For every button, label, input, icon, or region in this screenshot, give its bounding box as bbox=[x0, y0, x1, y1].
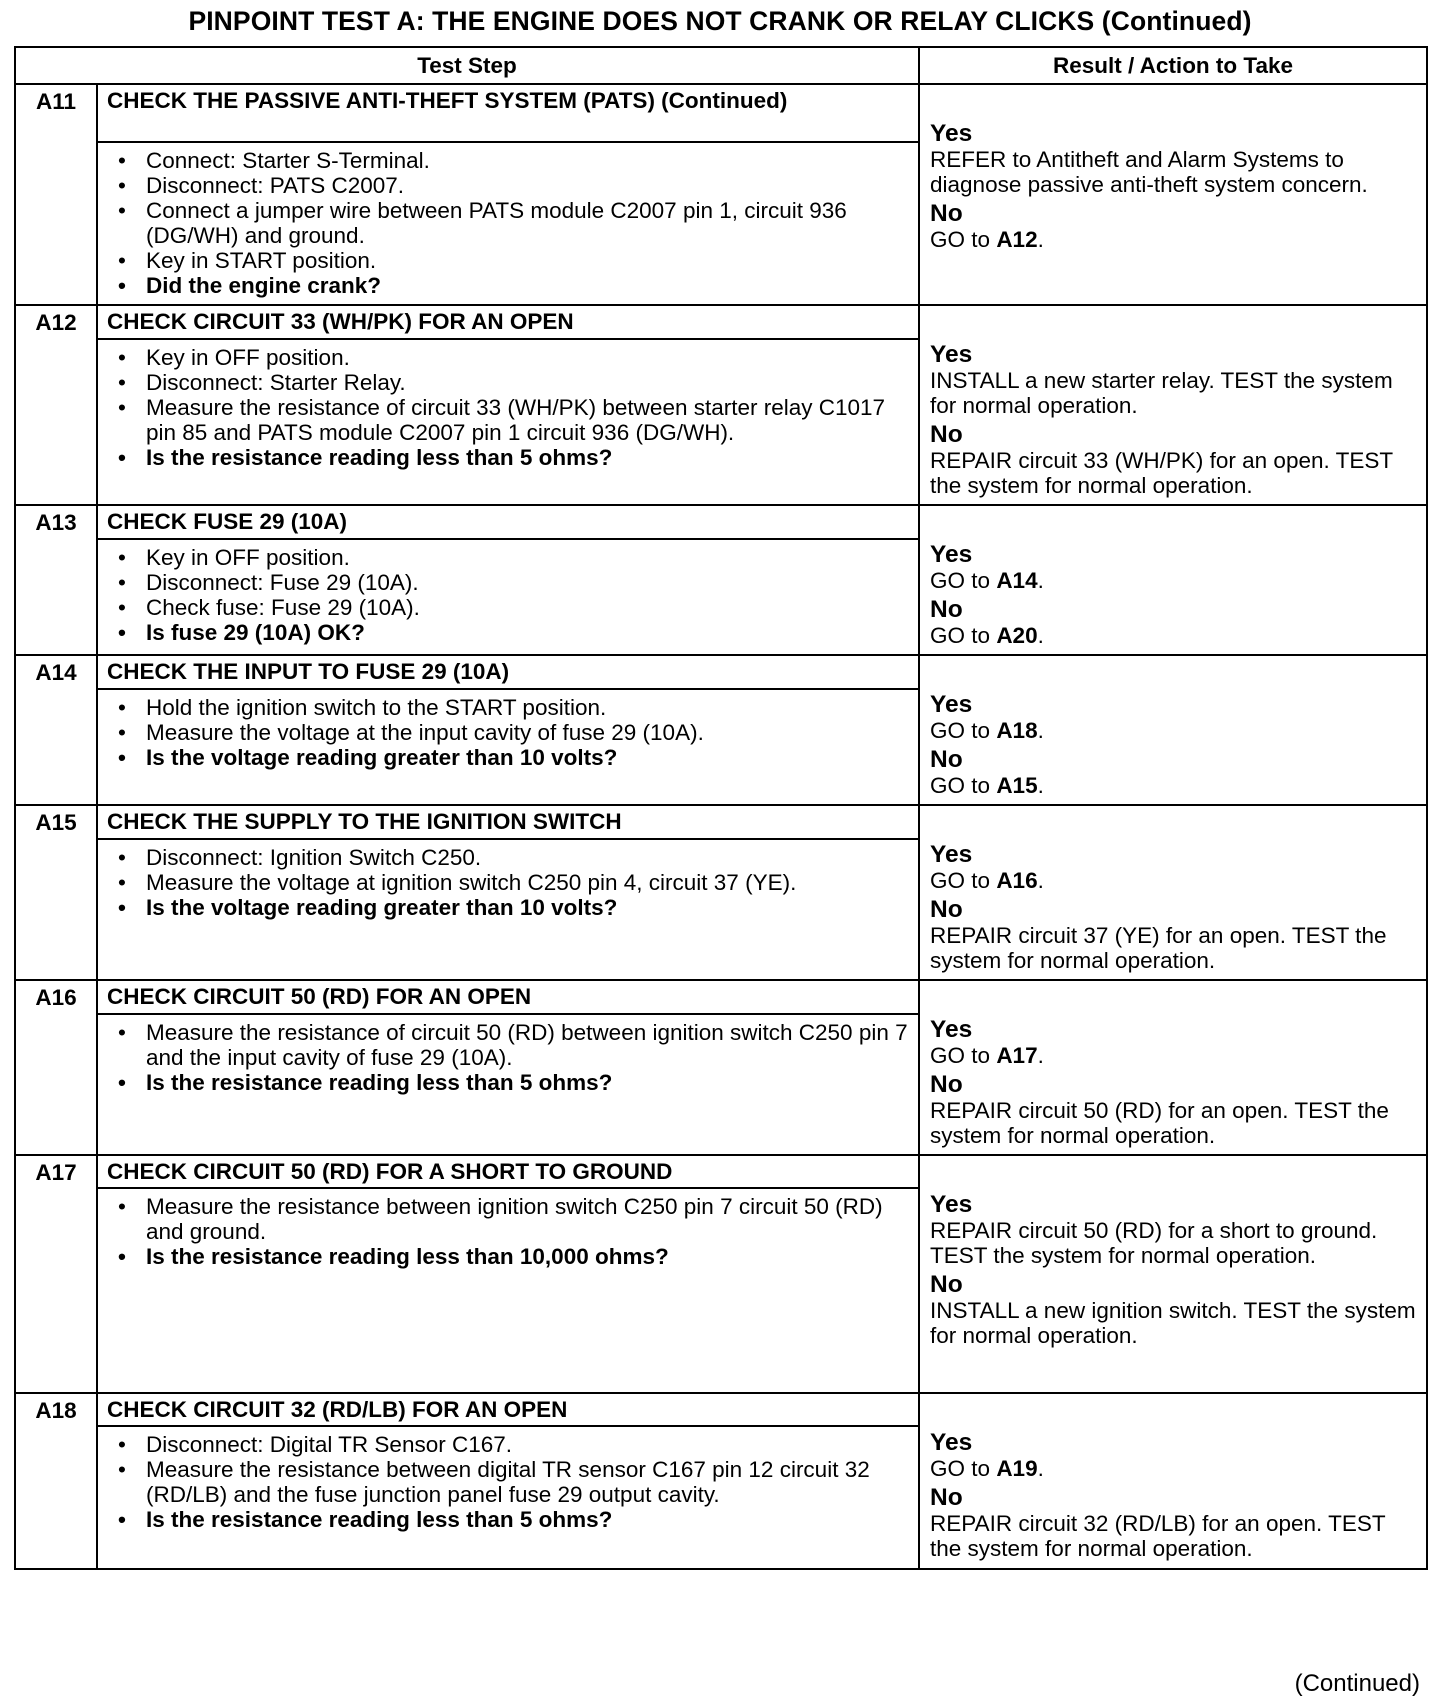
yes-action: GO to A17. bbox=[930, 1043, 1044, 1068]
no-action-text: GO to bbox=[930, 773, 991, 798]
step-question: • Is fuse 29 (10A) OK? bbox=[112, 620, 910, 645]
no-action-text: REPAIR circuit 37 (YE) for an open. TEST the system for normal operation. bbox=[930, 923, 1387, 973]
step-question: • Is the resistance reading less than 5 ohms? bbox=[112, 445, 910, 470]
instruction-list bbox=[112, 695, 910, 770]
yes-action bbox=[930, 368, 1422, 418]
step-instruction: • Measure the resistance between digital TR sensor C167 pin 12 circuit 32 (RD/LB) and the fuse junction panel fuse 29 output cavity. bbox=[112, 1457, 910, 1507]
step-heading: CHECK FUSE 29 (10A) bbox=[97, 505, 919, 539]
yes-action-text: REFER to Antitheft and Alarm Systems to diagnose passive anti-theft system concern. bbox=[930, 147, 1368, 197]
no-label: No bbox=[930, 1271, 963, 1298]
step-id: A15 bbox=[15, 805, 97, 980]
step-id: A13 bbox=[15, 505, 97, 655]
step-instruction: • Check fuse: Fuse 29 (10A). bbox=[112, 595, 910, 620]
step-heading-row bbox=[15, 1155, 1427, 1188]
table-header-row bbox=[15, 47, 1427, 84]
instruction-list bbox=[112, 1194, 910, 1269]
step-heading-row bbox=[15, 84, 1427, 142]
step-heading: CHECK CIRCUIT 33 (WH/PK) FOR AN OPEN bbox=[97, 305, 919, 339]
instruction-list bbox=[112, 545, 910, 645]
step-instructions bbox=[97, 1014, 919, 1155]
yes-label: Yes bbox=[930, 691, 973, 718]
step-instruction: • Key in OFF position. bbox=[112, 345, 910, 370]
instruction-list bbox=[112, 845, 910, 920]
step-heading-row bbox=[15, 655, 1427, 689]
yes-label: Yes bbox=[930, 120, 973, 147]
step-question: • Is the voltage reading greater than 10 volts? bbox=[112, 745, 910, 770]
yes-action bbox=[930, 147, 1422, 197]
yes-action-ref: A16 bbox=[996, 868, 1038, 893]
step-instructions bbox=[97, 539, 919, 655]
step-id: A17 bbox=[15, 1155, 97, 1393]
no-label: No bbox=[930, 1071, 963, 1098]
step-instruction: • Disconnect: PATS C2007. bbox=[112, 173, 910, 198]
no-action bbox=[930, 923, 1422, 973]
yes-label: Yes bbox=[930, 1429, 973, 1456]
step-heading-row bbox=[15, 980, 1427, 1014]
yes-label: Yes bbox=[930, 841, 973, 868]
page-title: PINPOINT TEST A: THE ENGINE DOES NOT CRANK OR RELAY CLICKS (Continued) bbox=[188, 6, 1252, 36]
yes-label: Yes bbox=[930, 1191, 973, 1218]
step-instruction: • Key in OFF position. bbox=[112, 545, 910, 570]
no-action bbox=[930, 1098, 1422, 1148]
no-action-ref: A20 bbox=[996, 623, 1038, 648]
step-instructions bbox=[97, 689, 919, 805]
yes-action-text: REPAIR circuit 50 (RD) for a short to ground. TEST the system for normal operation. bbox=[930, 1218, 1378, 1268]
no-action-text: REPAIR circuit 32 (RD/LB) for an open. TEST the system for normal operation. bbox=[930, 1511, 1386, 1561]
yes-action-text: INSTALL a new starter relay. TEST the system for normal operation. bbox=[930, 368, 1393, 418]
step-question: • Is the resistance reading less than 5 ohms? bbox=[112, 1070, 910, 1095]
no-action-text: REPAIR circuit 33 (WH/PK) for an open. TEST the system for normal operation. bbox=[930, 448, 1393, 498]
yes-label: Yes bbox=[930, 541, 973, 568]
no-action: GO to A20. bbox=[930, 623, 1044, 648]
yes-action: GO to A16. bbox=[930, 868, 1044, 893]
no-action bbox=[930, 448, 1422, 498]
no-action-ref: A12 bbox=[996, 227, 1038, 252]
yes-action-text: GO to bbox=[930, 1043, 991, 1068]
column-header-test-step: Test Step bbox=[15, 47, 919, 84]
no-action-text: GO to bbox=[930, 227, 991, 252]
yes-label: Yes bbox=[930, 341, 973, 368]
step-result bbox=[919, 980, 1427, 1155]
step-question: • Is the resistance reading less than 10,000 ohms? bbox=[112, 1244, 910, 1269]
no-action bbox=[930, 1511, 1422, 1561]
step-result bbox=[919, 1393, 1427, 1569]
step-heading: CHECK THE SUPPLY TO THE IGNITION SWITCH bbox=[97, 805, 919, 839]
no-action: GO to A15. bbox=[930, 773, 1044, 798]
step-instruction: • Disconnect: Digital TR Sensor C167. bbox=[112, 1432, 910, 1457]
no-action-text: REPAIR circuit 50 (RD) for an open. TEST the system for normal operation. bbox=[930, 1098, 1389, 1148]
no-label: No bbox=[930, 596, 963, 623]
yes-label: Yes bbox=[930, 1016, 973, 1043]
yes-action: GO to A18. bbox=[930, 718, 1044, 743]
step-heading-row bbox=[15, 1393, 1427, 1426]
step-question: • Did the engine crank? bbox=[112, 273, 910, 298]
step-question: • Is the voltage reading greater than 10 volts? bbox=[112, 895, 910, 920]
yes-action-ref: A18 bbox=[996, 718, 1038, 743]
no-label: No bbox=[930, 896, 963, 923]
yes-action: GO to A14. bbox=[930, 568, 1044, 593]
step-heading: CHECK THE PASSIVE ANTI-THEFT SYSTEM (PATS) (Continued) bbox=[97, 84, 919, 142]
yes-action-text: GO to bbox=[930, 1456, 991, 1481]
step-instruction: • Disconnect: Starter Relay. bbox=[112, 370, 910, 395]
step-instructions bbox=[97, 1188, 919, 1393]
step-instructions bbox=[97, 339, 919, 505]
step-heading: CHECK CIRCUIT 32 (RD/LB) FOR AN OPEN bbox=[97, 1393, 919, 1426]
step-heading: CHECK CIRCUIT 50 (RD) FOR A SHORT TO GROUND bbox=[97, 1155, 919, 1188]
no-action-ref: A15 bbox=[996, 773, 1038, 798]
yes-action-ref: A14 bbox=[996, 568, 1038, 593]
step-instruction: • Connect: Starter S-Terminal. bbox=[112, 148, 910, 173]
step-question: • Is the resistance reading less than 5 ohms? bbox=[112, 1507, 910, 1532]
no-label: No bbox=[930, 746, 963, 773]
step-id: A14 bbox=[15, 655, 97, 805]
no-label: No bbox=[930, 200, 963, 227]
step-heading-row bbox=[15, 505, 1427, 539]
step-instruction: • Measure the voltage at ignition switch C250 pin 4, circuit 37 (YE). bbox=[112, 870, 910, 895]
yes-action bbox=[930, 1218, 1422, 1268]
step-result bbox=[919, 305, 1427, 505]
step-result bbox=[919, 84, 1427, 305]
step-heading: CHECK CIRCUIT 50 (RD) FOR AN OPEN bbox=[97, 980, 919, 1014]
step-result bbox=[919, 505, 1427, 655]
step-instruction: • Disconnect: Fuse 29 (10A). bbox=[112, 570, 910, 595]
continued-note: (Continued) bbox=[1294, 1670, 1420, 1697]
step-id: A18 bbox=[15, 1393, 97, 1569]
no-action: GO to A12. bbox=[930, 227, 1044, 252]
yes-action: GO to A19. bbox=[930, 1456, 1044, 1481]
step-instructions bbox=[97, 1426, 919, 1569]
instruction-list bbox=[112, 345, 910, 470]
yes-action-text: GO to bbox=[930, 568, 991, 593]
yes-action-ref: A19 bbox=[996, 1456, 1038, 1481]
step-instruction: • Disconnect: Ignition Switch C250. bbox=[112, 845, 910, 870]
step-instruction: • Measure the resistance of circuit 50 (RD) between ignition switch C250 pin 7 and the input cavity of fuse 29 (10A). bbox=[112, 1020, 910, 1070]
step-instruction: • Connect a jumper wire between PATS module C2007 pin 1, circuit 936 (DG/WH) and ground. bbox=[112, 198, 910, 248]
step-instructions bbox=[97, 839, 919, 980]
step-id: A11 bbox=[15, 84, 97, 305]
yes-action-text: GO to bbox=[930, 868, 991, 893]
step-heading-row bbox=[15, 305, 1427, 339]
step-instruction: • Measure the resistance of circuit 33 (WH/PK) between starter relay C1017 pin 85 and PATS module C2007 pin 1 circuit 936 (DG/WH). bbox=[112, 395, 910, 445]
step-instruction: • Measure the resistance between ignition switch C250 pin 7 circuit 50 (RD) and ground. bbox=[112, 1194, 910, 1244]
step-instruction: • Key in START position. bbox=[112, 248, 910, 273]
no-action-text: INSTALL a new ignition switch. TEST the system for normal operation. bbox=[930, 1298, 1416, 1348]
pinpoint-test-table bbox=[14, 46, 1428, 1570]
no-label: No bbox=[930, 421, 963, 448]
column-header-result: Result / Action to Take bbox=[919, 47, 1427, 84]
step-result bbox=[919, 805, 1427, 980]
instruction-list bbox=[112, 148, 910, 298]
step-instruction: • Hold the ignition switch to the START position. bbox=[112, 695, 910, 720]
step-id: A16 bbox=[15, 980, 97, 1155]
step-instruction: • Measure the voltage at the input cavity of fuse 29 (10A). bbox=[112, 720, 910, 745]
instruction-list bbox=[112, 1020, 910, 1095]
no-label: No bbox=[930, 1484, 963, 1511]
instruction-list bbox=[112, 1432, 910, 1532]
step-result bbox=[919, 1155, 1427, 1393]
step-id: A12 bbox=[15, 305, 97, 505]
step-heading: CHECK THE INPUT TO FUSE 29 (10A) bbox=[97, 655, 919, 689]
no-action bbox=[930, 1298, 1422, 1348]
yes-action-ref: A17 bbox=[996, 1043, 1038, 1068]
step-heading-row bbox=[15, 805, 1427, 839]
yes-action-text: GO to bbox=[930, 718, 991, 743]
steps-body bbox=[15, 84, 1427, 1569]
step-result bbox=[919, 655, 1427, 805]
no-action-text: GO to bbox=[930, 623, 991, 648]
step-instructions bbox=[97, 142, 919, 305]
